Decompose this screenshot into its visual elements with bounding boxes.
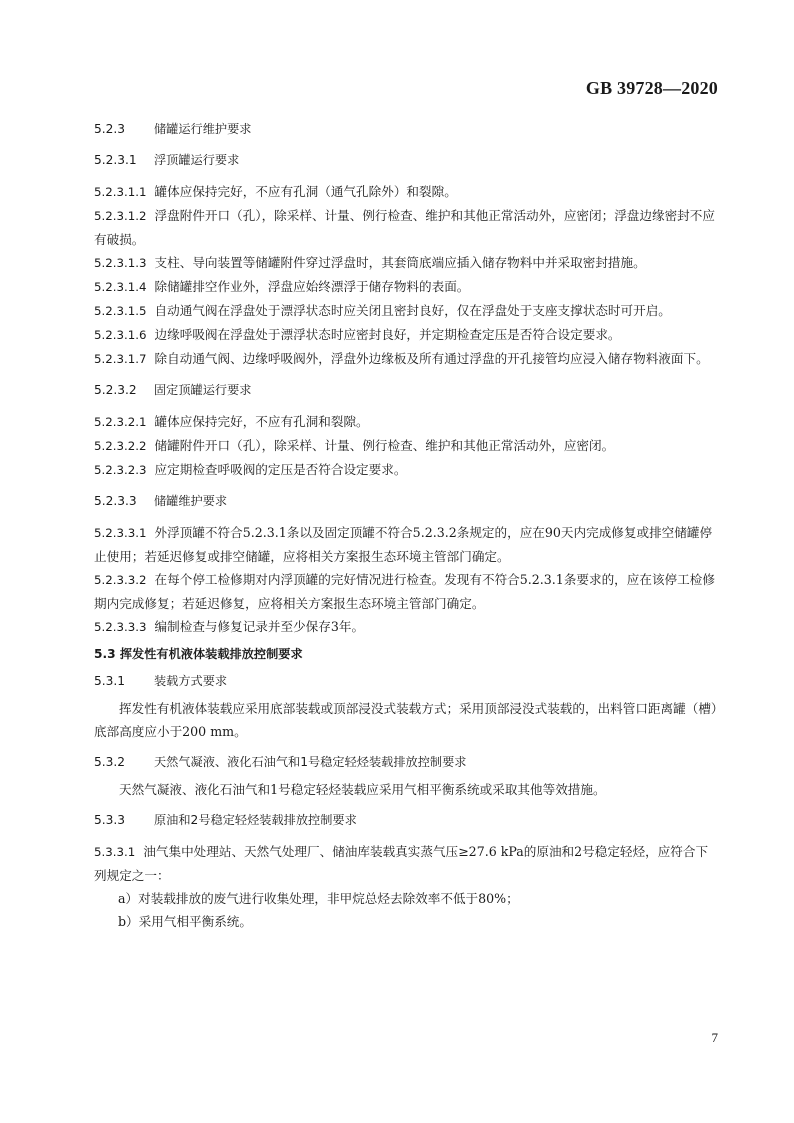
clause-5-2-3-2-2: 5.2.3.2.2 储罐附件开口（孔），除采样、计量、例行检查、维护和其他正常活动外，应密闭。 [94, 438, 615, 453]
clause-5-2-3-1-3: 5.2.3.1.3 支柱、导向装置等储罐附件穿过浮盘时，其套筒底端应插入储存物料中并采取密封措施。 [94, 255, 646, 270]
section-heading-5-2-3-2 [94, 379, 720, 402]
paragraph-5-3-2: 天然气凝液、液化石油气和1号稳定轻烃装载应采用气相平衡系统或采取其他等效措施。 [119, 782, 606, 797]
clause-5-3-3-1: 5.3.3.1 油气集中处理站、天然气处理厂、储油库装载真实蒸气压≥27.6 kPa的原油和2号稳定轻烃，应符合下列规定之一： [94, 844, 709, 883]
section-heading-5-2-3-3 [94, 490, 720, 513]
clause-5-2-3-3-3: 5.2.3.3.3 编制检查与修复记录并至少保存3年。 [94, 619, 365, 634]
section-heading-5-3-3 [94, 809, 720, 832]
section-number: 5.2.3.1 [94, 153, 137, 167]
section-number: 5.2.3.3 [94, 494, 137, 508]
list-item-b: b）采用气相平衡系统。 [118, 914, 252, 929]
section-title: 储罐运行维护要求 [154, 122, 252, 136]
clause-5-2-3-1-5: 5.2.3.1.5 自动通气阀在浮盘处于漂浮状态时应关闭且密封良好，仅在浮盘处于支座支撑状态时可开启。 [94, 303, 671, 318]
clause-5-2-3-2-3: 5.2.3.2.3 应定期检查呼吸阀的定压是否符合设定要求。 [94, 462, 407, 477]
section-number: 5.2.3.2 [94, 383, 137, 397]
section-number: 5.3.3 [94, 813, 126, 827]
section-title: 装载方式要求 [154, 674, 228, 688]
section-title: 储罐维护要求 [154, 494, 228, 508]
clause-5-2-3-2-1: 5.2.3.2.1 罐体应保持完好，不应有孔洞和裂隙。 [94, 414, 369, 429]
section-heading-5-3-1 [94, 670, 720, 693]
clause-5-2-3-1-6: 5.2.3.1.6 边缘呼吸阀在浮盘处于漂浮状态时应密封良好，并定期检查定压是否符合设定要求。 [94, 327, 621, 342]
section-title: 固定顶罐运行要求 [154, 383, 252, 397]
section-heading-5-3-2 [94, 751, 720, 774]
standard-code-header: GB 39728—2020 [585, 78, 718, 98]
clause-5-2-3-1-2: 5.2.3.1.2 浮盘附件开口（孔），除采样、计量、例行检查、维护和其他正常活动外，应密闭；浮盘边缘密封不应有破损。 [94, 208, 715, 247]
list-item-a: a）对装载排放的废气进行收集处理，非甲烷总烃去除效率不低于80%； [118, 891, 519, 906]
clause-5-2-3-1-1: 5.2.3.1.1 罐体应保持完好，不应有孔洞（通气孔除外）和裂隙。 [94, 184, 457, 199]
section-number: 5.3.2 [94, 755, 126, 769]
section-heading-5-3 [94, 643, 720, 666]
page-number: 7 [711, 1030, 718, 1045]
section-heading-5-2-3-1 [94, 149, 720, 172]
section-title: 天然气凝液、液化石油气和1号稳定轻烃装载排放控制要求 [154, 755, 467, 769]
document-body [94, 118, 720, 933]
section-number: 5.2.3 [94, 122, 126, 136]
clause-5-2-3-1-7: 5.2.3.1.7 除自动通气阀、边缘呼吸阀外，浮盘外边缘板及所有通过浮盘的开孔接管均应浸入储存物料液面下。 [94, 351, 709, 366]
section-number: 5.3 [94, 647, 116, 661]
section-title: 浮顶罐运行要求 [154, 153, 240, 167]
paragraph-5-3-1: 挥发性有机液体装载应采用底部装载或顶部浸没式装载方式；采用顶部浸没式装载的，出料管口距离罐（槽）底部高度应小于200 mm。 [94, 701, 718, 739]
section-title: 挥发性有机液体装载排放控制要求 [119, 647, 303, 661]
section-title: 原油和2号稳定轻烃装载排放控制要求 [154, 813, 357, 827]
section-number: 5.3.1 [94, 674, 126, 688]
clause-5-2-3-3-2: 5.2.3.3.2 在每个停工检修期对内浮顶罐的完好情况进行检查。发现有不符合5.2.3.1条要求的，应在该停工检修期内完成修复；若延迟修复，应将相关方案报生态环境主管部门确定。 [94, 572, 715, 611]
clause-5-2-3-1-4: 5.2.3.1.4 除储罐排空作业外，浮盘应始终漂浮于储存物料的表面。 [94, 279, 470, 294]
section-heading-5-2-3 [94, 118, 720, 141]
clause-5-2-3-3-1: 5.2.3.3.1 外浮顶罐不符合5.2.3.1条以及固定顶罐不符合5.2.3.2条规定的，应在90天内完成修复或排空储罐停止使用；若延迟修复或排空储罐，应将相关方案报生态环境主管部门确定。 [94, 525, 713, 564]
